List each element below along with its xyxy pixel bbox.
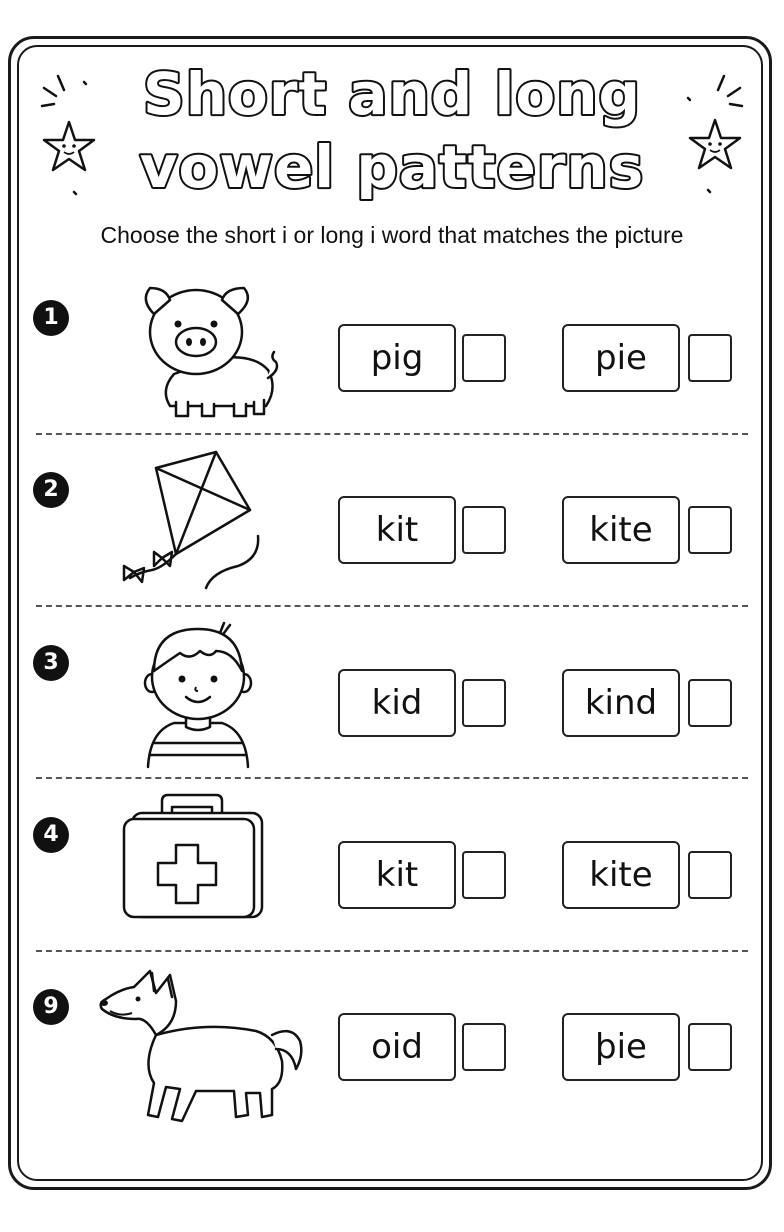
answer-option-a[interactable]: kid	[338, 669, 456, 737]
answer-checkbox-b[interactable]	[688, 334, 732, 382]
answer-checkbox-b[interactable]	[688, 851, 732, 899]
question-number: 3	[33, 645, 69, 681]
dog-icon	[96, 965, 306, 1127]
question-row-4	[0, 793, 784, 965]
row-divider	[36, 605, 748, 607]
title-line-2: vowel patterns	[139, 133, 645, 201]
answer-option-a[interactable]: kit	[338, 841, 456, 909]
pig-icon	[130, 278, 290, 424]
kite-icon	[110, 448, 270, 598]
answer-checkbox-b[interactable]	[688, 1023, 732, 1071]
question-number: 1	[33, 300, 69, 336]
answer-option-b[interactable]: þie	[562, 1013, 680, 1081]
answer-checkbox-a[interactable]	[462, 334, 506, 382]
answer-checkbox-a[interactable]	[462, 1023, 506, 1071]
star-icon	[34, 70, 104, 200]
answer-option-a[interactable]: kit	[338, 496, 456, 564]
answer-option-a[interactable]: pig	[338, 324, 456, 392]
answer-option-b[interactable]: pie	[562, 324, 680, 392]
kid-icon	[140, 621, 256, 771]
question-row-2	[0, 448, 784, 620]
title-line-1: Short and long	[142, 60, 642, 128]
row-divider	[36, 433, 748, 435]
question-number: 9	[33, 989, 69, 1025]
answer-checkbox-b[interactable]	[688, 506, 732, 554]
answer-option-a[interactable]: oid	[338, 1013, 456, 1081]
question-row-3	[0, 621, 784, 793]
answer-option-b[interactable]: kind	[562, 669, 680, 737]
worksheet-title	[0, 52, 784, 202]
answer-checkbox-b[interactable]	[688, 679, 732, 727]
answer-option-b[interactable]: kite	[562, 841, 680, 909]
answer-option-b[interactable]: kite	[562, 496, 680, 564]
question-number: 4	[33, 817, 69, 853]
star-icon	[680, 70, 750, 200]
answer-checkbox-a[interactable]	[462, 851, 506, 899]
instructions: Choose the short i or long i word that matches the picture	[100, 222, 684, 248]
question-number: 2	[33, 472, 69, 508]
row-divider	[36, 777, 748, 779]
question-row-1	[0, 276, 784, 448]
question-row-5	[0, 965, 784, 1137]
row-divider	[36, 950, 748, 952]
answer-checkbox-a[interactable]	[462, 679, 506, 727]
answer-checkbox-a[interactable]	[462, 506, 506, 554]
first-aid-kit-icon	[118, 793, 268, 923]
